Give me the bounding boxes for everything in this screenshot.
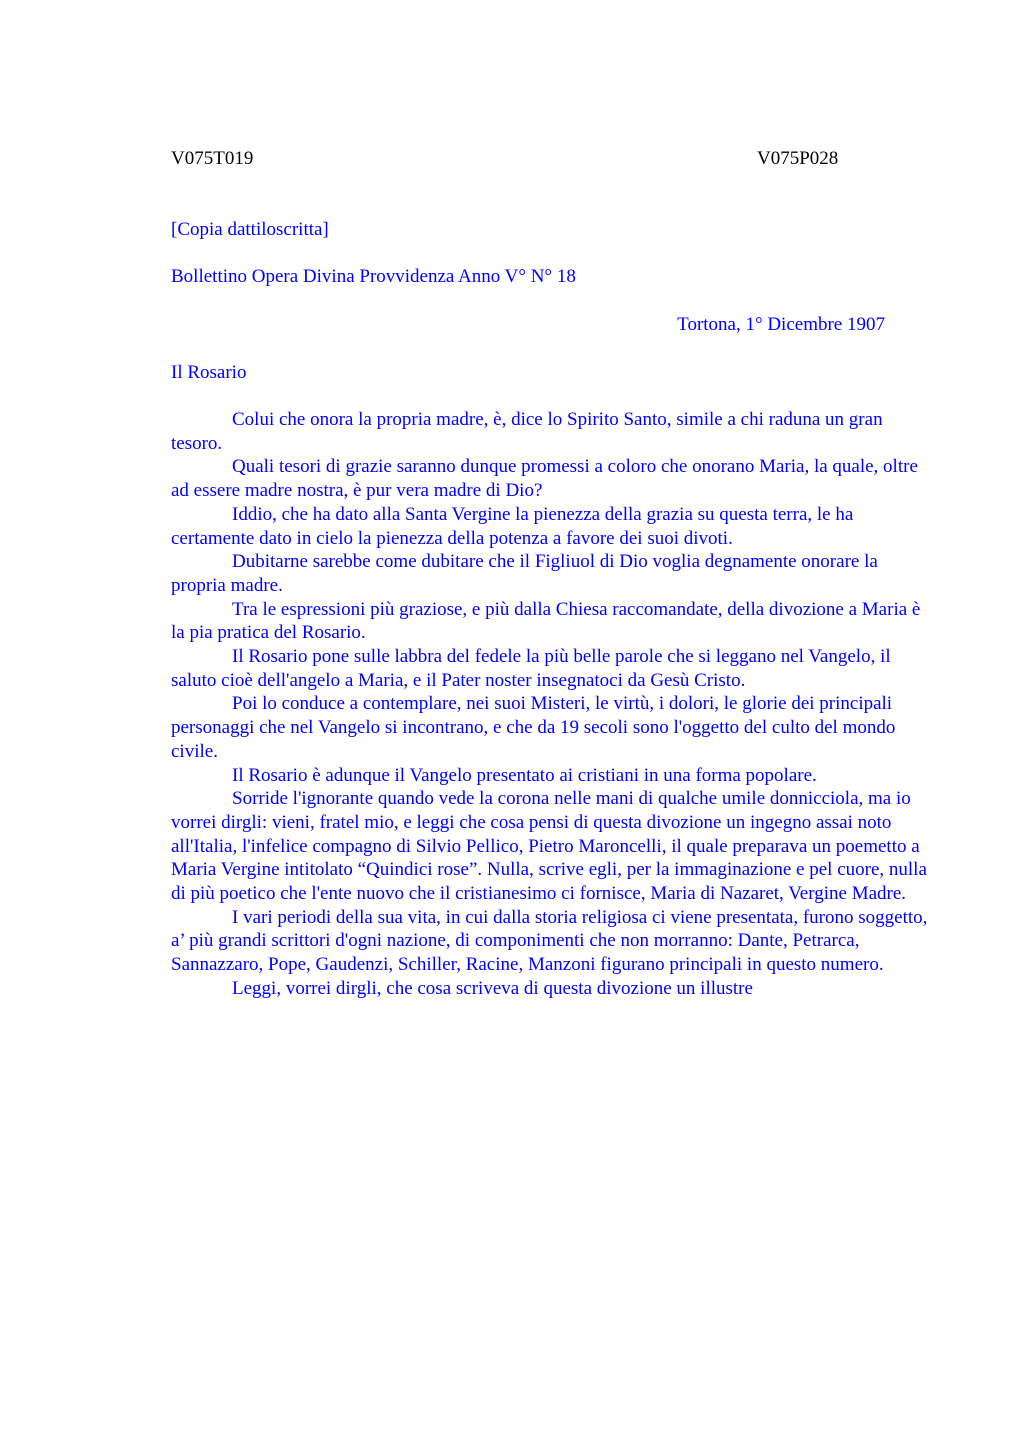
paragraph: Quali tesori di grazie saranno dunque promessi a coloro che onorano Maria, la quale, oltre ad essere madre nostra, è pur vera madre di Dio? bbox=[171, 456, 918, 502]
paragraph: Poi lo conduce a contemplare, nei suoi Misteri, le virtù, i dolori, le glorie dei principali personaggi che nel Vangelo si incontrano, e che da 19 secoli sono l'oggetto del culto del mondo civile. bbox=[171, 693, 896, 762]
paragraph: Sorride l'ignorante quando vede la corona nelle mani di qualche umile donnicciola, ma io vorrei dirgli: vieni, fratel mio, e leggi che cosa pensi di questa divozione un ingegno assai noto all'Italia, l'infelice compagno di Silvio Pellico, Pietro Maroncelli, il quale preparava un poemetto a Maria Vergine intitolato “Quindici rose”. Nulla, scrive egli, per la immaginazione e pel cuore, nulla di più poetico che l'ente nuovo che il cristianesimo ci fornisce, Maria di Nazaret, Vergine Madre. bbox=[171, 788, 927, 905]
paragraph: Dubitarne sarebbe come dubitare che il Figliuol di Dio voglia degnamente onorare la propria madre. bbox=[171, 551, 878, 596]
page-code-right: V075P028 bbox=[757, 148, 839, 169]
article-title: Il Rosario bbox=[171, 362, 247, 383]
paragraph: Tra le espressioni più graziose, e più dalla Chiesa raccomandate, della divozione a Maria è la pia pratica del Rosario. bbox=[171, 598, 921, 644]
bulletin-heading: Bollettino Opera Divina Provvidenza Anno V° N° 18 bbox=[171, 266, 576, 287]
paragraph: Il Rosario è adunque il Vangelo presentato ai cristiani in una forma popolare. bbox=[232, 764, 817, 786]
document-code-left: V075T019 bbox=[171, 148, 254, 169]
paragraph: I vari periodi della sua vita, in cui dalla storia religiosa ci viene presentata, furono soggetto, a’ più grandi scrittori d'ogni nazione, di componimenti che non morranno: Dante, Petrarca, Sannazzaro, Pope, Gaudenzi, Schiller, Racine, Manzoni figurano principali in questo numero. bbox=[171, 906, 928, 976]
paragraph: Leggi, vorrei dirgli, che cosa scriveva di questa divozione un illustre bbox=[232, 977, 753, 999]
dateline: Tortona, 1° Dicembre 1907 bbox=[677, 314, 885, 335]
paragraph: Colui che onora la propria madre, è, dice lo Spirito Santo, simile a chi raduna un gran tesoro. bbox=[171, 409, 883, 454]
article-body bbox=[171, 408, 931, 1001]
typescript-copy-note: [Copia dattiloscritta] bbox=[171, 219, 329, 240]
paragraph: Iddio, che ha dato alla Santa Vergine la pienezza della grazia su questa terra, le ha certamente dato in cielo la pienezza della potenza a favore dei suoi divoti. bbox=[171, 503, 854, 549]
paragraph: Il Rosario pone sulle labbra del fedele la più belle parole che si leggano nel Vangelo, il saluto cioè dell'angelo a Maria, e il Pater noster insegnatoci da Gesù Cristo. bbox=[171, 646, 891, 691]
